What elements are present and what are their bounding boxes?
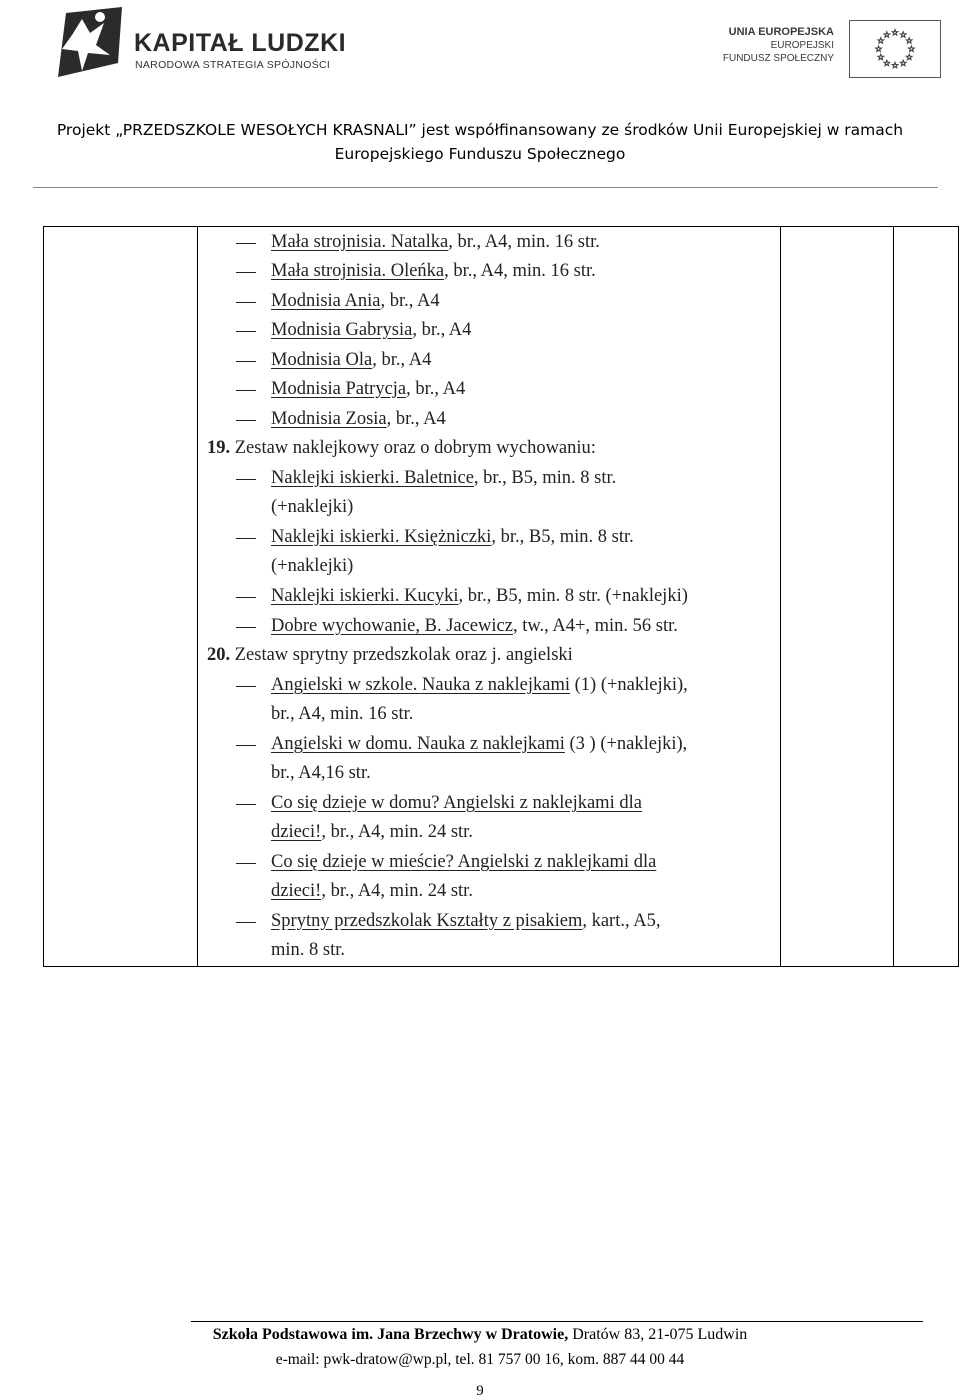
eu-star-icon [900,60,906,65]
list-item: Modnisia Zosia, br., A4 [271,409,446,429]
list-item: Dobre wychowanie, B. Jacewicz, tw., A4+, min. 56 str. [271,616,678,636]
dash-bullet [236,922,256,923]
eu-star-icon [906,38,912,43]
list-item-continuation: (+naklejki) [271,556,354,576]
column-divider [197,227,198,966]
dash-bullet [236,627,256,628]
list-item: Naklejki iskierki. Księżniczki, br., B5, min. 8 str. [271,527,634,547]
dash-bullet [236,390,256,391]
eu-star-icon [909,46,915,51]
dash-bullet [236,420,256,421]
project-line-1: Projekt „PRZEDSZKOLE WESOŁYCH KRASNALI” jest współfinansowany ze środków Unii Europejskiej w ramach [56,121,904,139]
dash-bullet [236,243,256,244]
dash-bullet [236,538,256,539]
dash-bullet [236,479,256,480]
list-item: Modnisia Patrycja, br., A4 [271,379,466,399]
list-item: Angielski w domu. Nauka z naklejkami (3 ) (+naklejki), [271,734,688,754]
list-item-continuation: br., A4,16 str. [271,763,371,783]
eu-logo-line1: UNIA EUROPEJSKA [728,26,834,38]
eu-star-icon [876,46,882,51]
footer-contact: e-mail: pwk-dratow@wp.pl, tel. 81 757 00 16, kom. 887 44 00 44 [275,1351,685,1368]
eu-star-icon [906,54,912,59]
list-item: Co się dzieje w mieście? Angielski z naklejkami dla [271,852,657,872]
dash-bullet [236,302,256,303]
list-item: Mała strojnisia. Oleńka, br., A4, min. 16 str. [271,261,596,281]
section-heading-20: 20. Zestaw sprytny przedszkolak oraz j. angielski [207,645,573,665]
list-item: Co się dzieje w domu? Angielski z naklejkami dla [271,793,642,813]
eu-logo-line2: EUROPEJSKI [770,40,834,51]
dash-bullet [236,597,256,598]
footer-divider [191,1321,923,1322]
eu-star-icon [892,30,898,35]
eu-star-icon [884,60,890,65]
list-item-continuation: dzieci!, br., A4, min. 24 str. [271,881,473,901]
list-item: Naklejki iskierki. Kucyki, br., B5, min. 8 str. (+naklejki) [271,586,688,606]
list-item-continuation: min. 8 str. [271,940,346,960]
logo-left-subtitle: NARODOWA STRATEGIA SPÓJNOŚCI [135,59,331,71]
dash-bullet [236,804,256,805]
dash-bullet [236,331,256,332]
dash-bullet [236,745,256,746]
list-item: Modnisia Ola, br., A4 [271,350,432,370]
dash-bullet [236,272,256,273]
list-item: Modnisia Gabrysia, br., A4 [271,320,472,340]
list-item: Mała strojnisia. Natalka, br., A4, min. 16 str. [271,232,600,252]
page-number: 9 [476,1383,484,1399]
eu-star-icon [878,54,884,59]
dash-bullet [236,686,256,687]
footer-school: Szkoła Podstawowa im. Jana Brzechwy w Dratowie, Dratów 83, 21-075 Ludwin [212,1326,748,1343]
list-item: Modnisia Ania, br., A4 [271,291,440,311]
section-heading-19: 19. Zestaw naklejkowy oraz o dobrym wychowaniu: [207,438,596,458]
list-item-continuation: (+naklejki) [271,497,354,517]
dash-bullet [236,361,256,362]
list-item: Angielski w szkole. Nauka z naklejkami (1) (+naklejki), [271,675,688,695]
eu-star-icon [878,38,884,43]
list-item-continuation: dzieci!, br., A4, min. 24 str. [271,822,473,842]
logo-left-title: KAPITAŁ LUDZKI [134,29,347,57]
project-line-2: Europejskiego Funduszu Społecznego [334,145,626,163]
list-item: Sprytny przedszkolak Kształty z pisakiem, kart., A5, [271,911,661,931]
kapital-ludzki-logo [52,5,347,85]
list-item-continuation: br., A4, min. 16 str. [271,704,414,724]
header-divider [33,187,938,188]
eu-logo-line3: FUNDUSZ SPOŁECZNY [722,53,834,64]
eu-star-icon [884,32,890,37]
eu-star-icon [900,32,906,37]
column-divider [780,227,781,966]
dash-bullet [236,863,256,864]
column-divider [893,227,894,966]
kapital-ludzki-emblem [52,5,130,85]
page-header [0,0,960,190]
eu-flag-icon [849,20,941,78]
list-item: Naklejki iskierki. Baletnice, br., B5, min. 8 str. [271,468,617,488]
eu-star-icon [892,63,898,68]
eu-logo [716,20,926,80]
